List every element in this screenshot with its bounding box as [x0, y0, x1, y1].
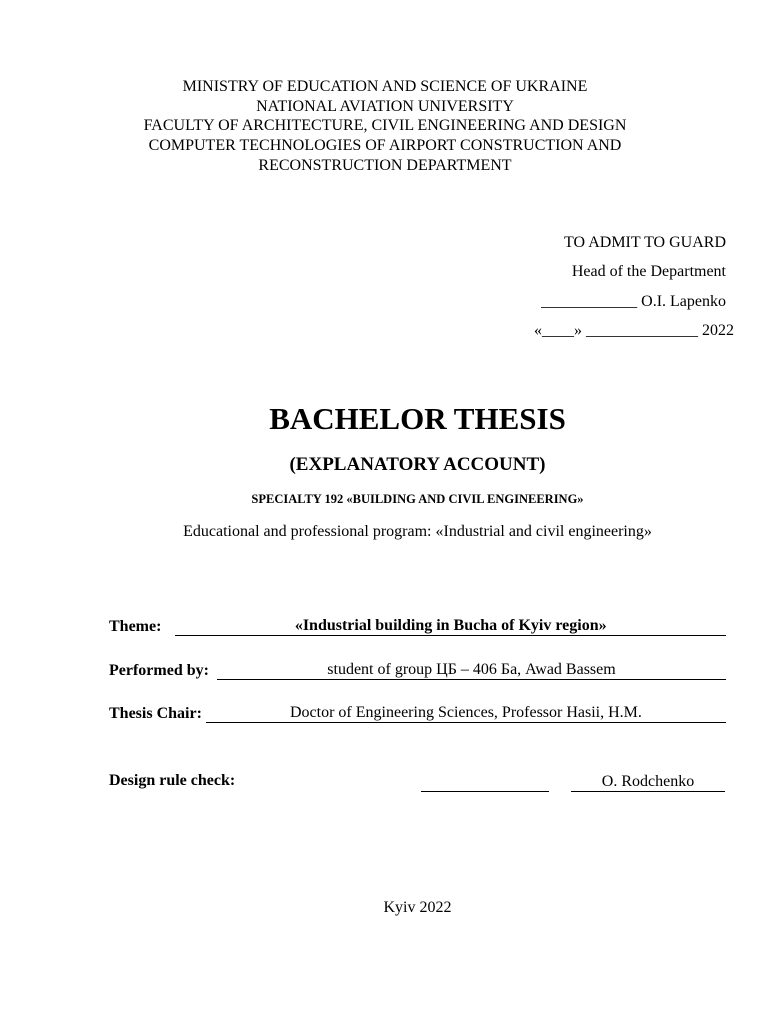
performed-by-value: student of group ЦБ – 406 Ба, Awad Bassem [217, 660, 726, 680]
head-signature-line: ____________ O.I. Lapenko [541, 292, 726, 310]
performed-by-label: Performed by: [109, 662, 209, 679]
admit-to-guard: TO ADMIT TO GUARD [564, 234, 726, 251]
approval-date-line: «____» ______________ 2022 [534, 321, 734, 339]
design-rule-check-label: Design rule check: [109, 772, 236, 789]
drc-name: O. Rodchenko [571, 772, 725, 792]
performed-by-row [109, 660, 726, 680]
theme-row [109, 616, 726, 636]
theme-value: «Industrial building in Bucha of Kyiv region» [175, 616, 726, 636]
approval-block [526, 233, 734, 350]
thesis-chair-row [109, 703, 726, 723]
thesis-title: BACHELOR THESIS [269, 401, 566, 436]
header-department-line2: RECONSTRUCTION DEPARTMENT [258, 156, 512, 174]
thesis-subtitle: (EXPLANATORY ACCOUNT) [289, 454, 546, 475]
footer-city-year: Kyiv 2022 [383, 899, 452, 916]
head-of-department: Head of the Department [571, 263, 726, 281]
theme-label: Theme: [109, 618, 162, 635]
design-rule-check-row [109, 772, 243, 790]
program-line: Educational and professional program: «Industrial and civil engineering» [183, 523, 652, 540]
drc-signature-blank [421, 791, 549, 792]
header-university: NATIONAL AVIATION UNIVERSITY [256, 97, 514, 115]
thesis-chair-label: Thesis Chair: [109, 705, 202, 722]
header-faculty: FACULTY OF ARCHITECTURE, CIVIL ENGINEERING AND DESIGN [143, 117, 627, 135]
thesis-chair-value: Doctor of Engineering Sciences, Professor Hasii, H.M. [206, 703, 726, 723]
header-ministry: MINISTRY OF EDUCATION AND SCIENCE OF UKRAINE [182, 78, 588, 95]
specialty-line: SPECIALTY 192 «BUILDING AND CIVIL ENGINEERING» [251, 492, 584, 506]
header-department-line1: COMPUTER TECHNOLOGIES OF AIRPORT CONSTRUCTION AND [148, 137, 622, 155]
document-header [0, 77, 770, 176]
